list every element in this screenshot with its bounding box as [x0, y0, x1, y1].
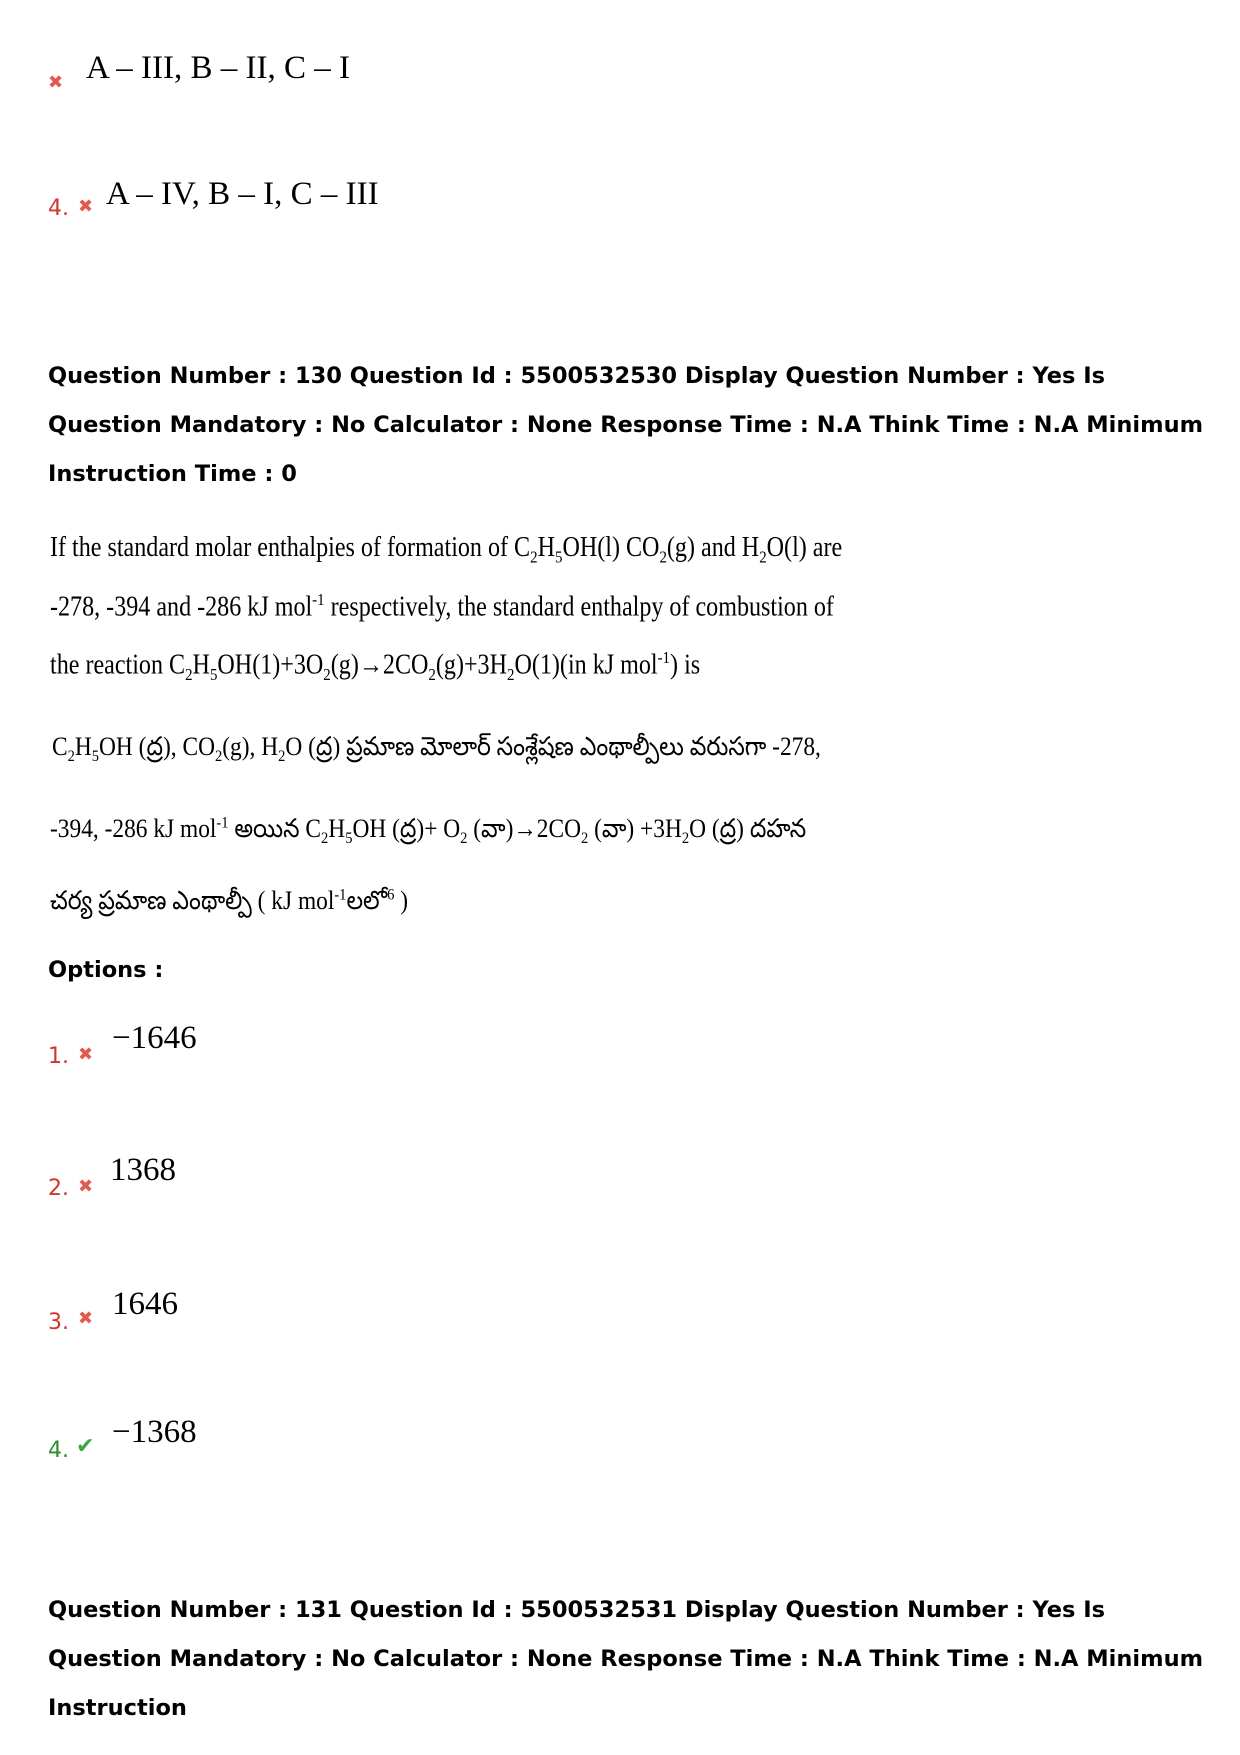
cross-icon: ✖ [48, 72, 64, 93]
question-text-english-line-1: If the standard molar enthalpies of formation of $C_2H_5OH(l)$ $CO_2(g)$ and $H_2O(l)$ are [50, 532, 843, 567]
question-meta-130: Question Number : 130 Question Id : 5500532530 Display Question Number : Yes Is Question Mandatory : No Calculator : None Response Time : N.A Think Time : N.A Minimum Instruction Time : 0 [48, 363, 1204, 487]
option-value: −1368 [112, 1414, 197, 1450]
question-meta-131: Question Number : 131 Question Id : 5500532531 Display Question Number : Yes Is Question Mandatory : No Calculator : None Response Time : N.A Think Time : N.A Minimum Instruction [48, 1597, 1204, 1721]
cross-icon: ✖ [78, 1308, 94, 1329]
question-text-telugu-line-3: చర్య ప్రమాణ ఎంథాల్పీ ( kJ mol$^{-1}$లలో$^6$ ) [50, 886, 409, 915]
question-text-telugu-line-2: -394, -286 kJ mol$^{-1}$ అయిన $C_2H_5OH$ (ద్ర)+ $O_2$ $(వా)\to 2CO_2$ (వా) $+3H_2O$ (ద్ర) దహన [50, 814, 807, 848]
question-text-english-line-3: the reaction $C_2H_5OH(1)+3O_2(g)\to 2CO_2(g)+3H_2O(1)(in$ kJ mol$^{-1}$) is [50, 648, 701, 684]
option-2 [48, 1152, 448, 1212]
option-value: 1368 [110, 1152, 176, 1188]
option-value: 1646 [112, 1286, 178, 1322]
option-4 [48, 1414, 448, 1474]
option-1 [48, 1020, 448, 1080]
question-text-english-line-2: -278, -394 and -286 kJ mol$^{-1}$ respectively, the standard enthalpy of combustion of [50, 590, 834, 623]
check-icon: ✔ [76, 1434, 95, 1459]
option-value: A – IV, B – I, C – III [106, 176, 379, 212]
option-number: 4. [48, 196, 69, 221]
option-number: 2. [48, 1176, 69, 1201]
cross-icon: ✖ [78, 1044, 94, 1065]
question-text-telugu-line-1: $C_2H_5OH$ (ద్ర), $CO_2(g)$, $H_2O$ (ద్ర) ప్రమాణ మోలార్ సంశ్లేషణ ఎంథాల్పీలు వరుసగా -278, [52, 732, 821, 766]
option-value: −1646 [112, 1020, 197, 1056]
option-3 [48, 1286, 448, 1346]
cross-icon: ✖ [78, 196, 94, 217]
cross-icon: ✖ [78, 1176, 94, 1197]
option-number: 4. [48, 1438, 69, 1463]
option-number: 3. [48, 1310, 69, 1335]
option-number: 1. [48, 1044, 69, 1069]
option-value: A – III, B – II, C – I [86, 50, 350, 86]
options-label: Options : [48, 957, 164, 983]
